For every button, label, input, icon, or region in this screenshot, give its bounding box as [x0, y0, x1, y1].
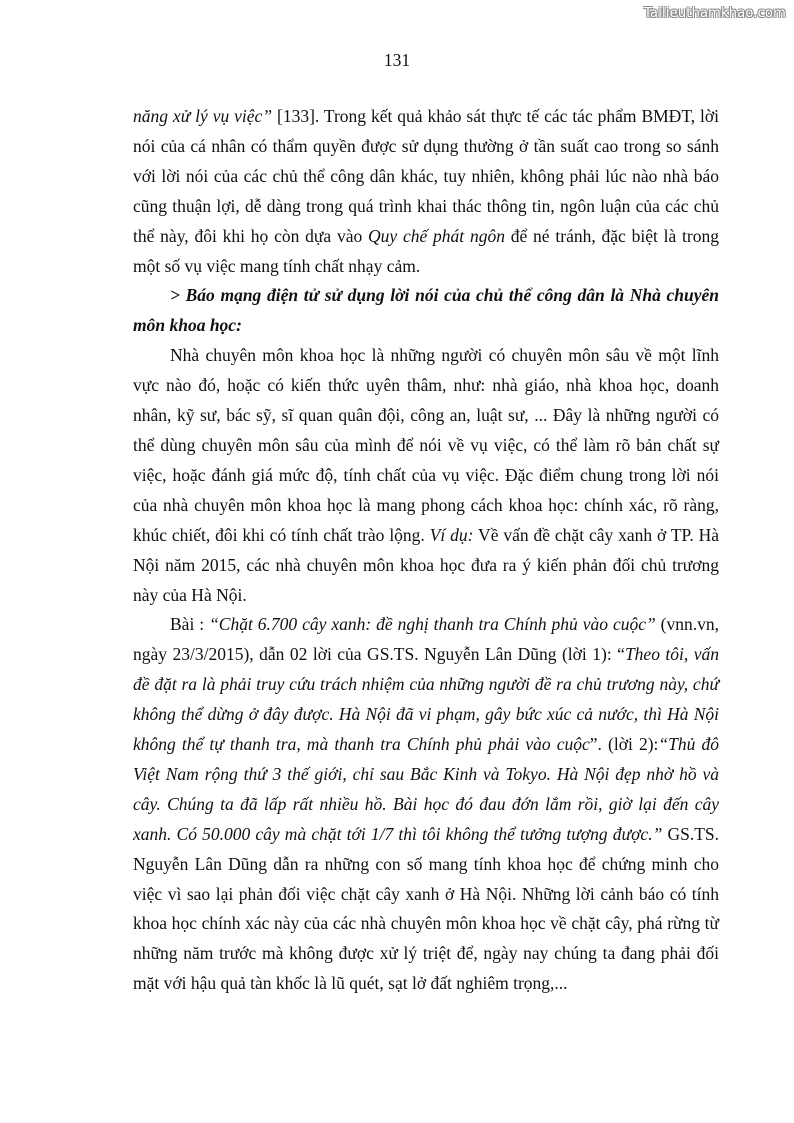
watermark-logo: Tailieuthamkhao.com: [644, 6, 786, 21]
section-heading: > Báo mạng điện tử sử dụng lời nói của chủ thể công dân là Nhà chuyên môn khoa học:: [133, 285, 719, 336]
paragraph-continuation: [133, 102, 719, 281]
paragraph-scientists: [133, 341, 719, 610]
italic-quote: “Thủ đô Việt Nam rộng thứ 3 thế giới, chỉ sau Bắc Kinh và Tokyo. Hà Nội đẹp nhờ hồ và cây. Chúng ta đã lấp rất nhiều hồ. Bài học đó đau đớn lắm rồi, giờ lại đến cây xanh. Có 50.000 cây mà chặt tới 1/7 thì tôi không thể tưởng tượng được.”: [133, 734, 720, 844]
paragraph-text: Về vấn đề chặt cây xanh ở TP. Hà Nội năm 2015, các nhà chuyên môn khoa học đưa ra ý kiến phản đối chủ trương này của Hà Nội.: [133, 524, 719, 605]
page-number: 131: [383, 50, 411, 70]
italic-article-title: “Chặt 6.700 cây xanh: đề nghị thanh tra Chính phủ vào cuộc”: [209, 614, 656, 635]
italic-term: Quy chế phát ngôn: [368, 225, 505, 246]
paragraph-text: ”. (lời 2):: [589, 734, 659, 755]
italic-example-label: Ví dụ:: [429, 524, 474, 545]
paragraph-text: Bài :: [170, 614, 210, 635]
paragraph-text: (vnn.vn, ngày 23/3/2015), dẫn 02 lời của GS.TS. Nguyễn Lân Dũng (lời 1): “: [133, 614, 719, 665]
italic-quote: Theo tôi, vấn đề đặt ra là phải truy cứu trách nhiệm của những người đề ra chủ trương này, chứ không thể dừng ở đây được. Hà Nội đã vi phạm, gây bức xúc cả nước, thì Hà Nội không thể tự thanh tra, mà thanh tra Chính phủ phải vào cuộc: [133, 644, 719, 755]
paragraph-article-example: [133, 610, 719, 999]
paragraph-text: GS.TS. Nguyễn Lân Dũng dẫn ra những con số mang tính khoa học để chứng minh cho việc vì sao lại phản đối việc chặt cây xanh ở Hà Nội. Những lời cảnh báo có tính khoa học chính xác này của các nhà chuyên môn khoa học về chặt cây, phá rừng từ những năm trước mà không được xử lý triệt để, ngày nay chúng ta đang phải đối mặt với hậu quả tàn khốc là lũ quét, sạt lở đất nghiêm trọng,...: [133, 823, 720, 994]
italic-citation: năng xử lý vụ việc”: [133, 106, 273, 126]
paragraph-text: để né tránh, đặc biệt là trong một số vụ việc mang tính chất nhạy cảm.: [133, 225, 719, 276]
document-body: [133, 102, 719, 999]
paragraph-text: Nhà chuyên môn khoa học là những người có chuyên môn sâu về một lĩnh vực nào đó, hoặc có kiến thức uyên thâm, như: nhà giáo, nhà khoa học, doanh nhân, kỹ sư, bác sỹ, sĩ quan quân đội, công an, luật sư, ... Đây là những người có thể dùng chuyên môn sâu của mình để nói về vụ việc, có thể làm rõ bản chất sự việc, hoặc đánh giá mức độ, tính chất của vụ việc. Đặc điểm chung trong lời nói của nhà chuyên môn khoa học là mang phong cách khoa học: chính xác, rõ ràng, khúc chiết, đôi khi có tính chất trào lộng.: [133, 345, 719, 545]
paragraph-text: [133]. Trong kết quả khảo sát thực tế các tác phẩm BMĐT, lời nói của cá nhân có thẩm quyền được sử dụng thường ở tần suất cao trong so sánh với lời nói của các chủ thể công dân khác, tuy nhiên, không phải lúc nào nhà báo cũng thuận lợi, dễ dàng trong quá trình khai thác thông tin, ngôn luận của các chủ thể này, đôi khi họ còn dựa vào: [133, 106, 719, 246]
